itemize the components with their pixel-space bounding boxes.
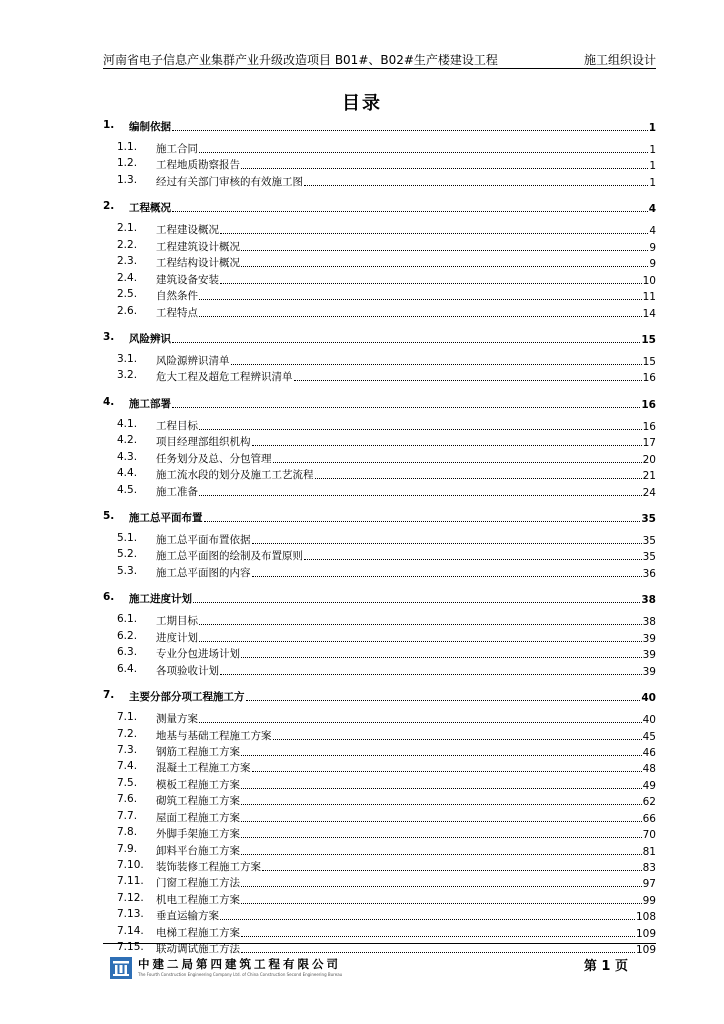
toc-number: 7.12.	[117, 891, 144, 904]
toc-page-number: 81	[642, 845, 656, 858]
toc-label: 工程目标	[156, 419, 198, 432]
toc-subsection[interactable]	[103, 793, 656, 807]
toc-label: 电梯工程施工方案	[156, 926, 240, 939]
toc-number: 2.3.	[117, 255, 138, 268]
toc-line	[156, 353, 656, 368]
toc-line	[156, 859, 656, 874]
toc-label: 专业分包进场计划	[156, 648, 240, 661]
toc-number: 3.2.	[117, 369, 138, 382]
toc-label: 门窗工程施工方法	[156, 877, 240, 890]
toc-subsection[interactable]	[103, 272, 656, 286]
toc-section[interactable]	[103, 200, 656, 214]
toc-line	[156, 174, 656, 189]
toc-page-number: 21	[642, 470, 656, 483]
toc-subsection[interactable]	[103, 875, 656, 889]
toc-line	[156, 810, 656, 825]
toc-number: 7.13.	[117, 908, 144, 921]
toc-subsection[interactable]	[103, 744, 656, 758]
toc-number: 7.7.	[117, 809, 138, 822]
toc-subsection[interactable]	[103, 305, 656, 319]
toc-leader-dots	[204, 521, 641, 522]
toc-line	[156, 728, 656, 743]
toc-leader-dots	[172, 211, 648, 212]
toc-number: 7.14.	[117, 924, 144, 937]
toc-leader-dots	[273, 739, 642, 740]
toc-leader-dots	[199, 495, 642, 496]
toc-label: 钢筋工程施工方案	[156, 745, 240, 758]
toc-line	[156, 760, 656, 775]
toc-leader-dots	[304, 185, 648, 186]
toc-line	[156, 565, 656, 580]
toc-label: 混凝土工程施工方案	[156, 762, 251, 775]
toc-page-number: 15	[641, 333, 656, 346]
toc-subsection[interactable]	[103, 434, 656, 448]
toc-number: 1.	[103, 119, 115, 131]
toc-label: 砌筑工程施工方案	[156, 795, 240, 808]
toc-line	[156, 222, 656, 237]
toc-leader-dots	[273, 462, 642, 463]
toc-line	[129, 331, 656, 346]
toc-leader-dots	[199, 722, 642, 723]
toc-subsection[interactable]	[103, 255, 656, 269]
toc-page-number: 97	[642, 878, 656, 891]
toc-line	[129, 510, 656, 525]
toc-label: 危大工程及超危工程辨识清单	[156, 371, 293, 384]
toc-number: 3.1.	[117, 352, 138, 365]
toc-leader-dots	[241, 168, 648, 169]
toc-label: 施工流水段的划分及施工工艺流程	[156, 469, 314, 482]
toc-label: 测量方案	[156, 713, 198, 726]
toc-page-number: 108	[635, 911, 656, 924]
toc-subsection[interactable]	[103, 157, 656, 171]
toc-number: 6.3.	[117, 646, 138, 659]
toc-page-number: 24	[642, 486, 656, 499]
toc-label: 卸料平台施工方案	[156, 844, 240, 857]
toc-number: 7.5.	[117, 776, 138, 789]
toc-subsection[interactable]	[103, 925, 656, 939]
footer-divider	[103, 943, 656, 944]
toc-page-number: 4	[649, 225, 656, 238]
toc-line	[156, 484, 656, 499]
toc-line	[156, 141, 656, 156]
toc-label: 工程概况	[129, 202, 171, 215]
toc-line	[156, 157, 656, 172]
toc-leader-dots	[241, 657, 642, 658]
toc-subsection[interactable]	[103, 810, 656, 824]
toc-line	[156, 451, 656, 466]
toc-subsection[interactable]	[103, 663, 656, 677]
toc-line	[156, 613, 656, 628]
toc-page-number: 16	[642, 372, 656, 385]
toc-page-number: 62	[642, 796, 656, 809]
toc-label: 外脚手架施工方案	[156, 828, 240, 841]
toc-subsection[interactable]	[103, 174, 656, 188]
toc-leader-dots	[220, 283, 642, 284]
header-doc-type: 施工组织设计	[583, 53, 656, 67]
toc-page-number: 10	[642, 274, 656, 287]
toc-section[interactable]	[103, 510, 656, 524]
toc-label: 施工合同	[156, 143, 198, 155]
toc-page-number: 38	[642, 616, 656, 629]
toc-number: 7.2.	[117, 727, 138, 740]
toc-page-number: 99	[642, 894, 656, 907]
toc-label: 模板工程施工方案	[156, 778, 240, 791]
toc-line	[129, 200, 656, 215]
toc-leader-dots	[252, 543, 642, 544]
company-logo-icon	[110, 957, 132, 979]
toc-number: 7.11.	[117, 875, 144, 888]
toc-section-gap	[103, 500, 656, 510]
toc-line	[156, 908, 656, 923]
toc-subsection[interactable]	[103, 565, 656, 579]
toc-subsection[interactable]	[103, 892, 656, 906]
toc-subsection[interactable]	[103, 288, 656, 302]
toc-number: 4.1.	[117, 417, 138, 430]
toc-page-number: 35	[642, 535, 656, 547]
toc-line	[156, 793, 656, 808]
toc-leader-dots	[315, 478, 642, 479]
toc-line	[129, 689, 656, 704]
toc-line	[156, 532, 656, 547]
toc-number: 2.	[103, 200, 115, 213]
toc-page-number: 9	[649, 258, 656, 271]
toc-number: 1.3.	[117, 173, 138, 186]
header-project-title: 河南省电子信息产业集群产业升级改造项目 B01#、B02#生产楼建设工程	[103, 53, 498, 67]
toc-subsection[interactable]	[103, 141, 656, 155]
toc-number: 2.5.	[117, 288, 138, 301]
toc-line	[156, 288, 656, 303]
toc-line	[156, 630, 656, 645]
toc-subsection[interactable]	[103, 467, 656, 481]
toc-page-number: 46	[642, 746, 656, 759]
toc-leader-dots	[193, 602, 640, 603]
toc-subsection[interactable]	[103, 646, 656, 660]
toc-number: 7.3.	[117, 743, 138, 756]
toc-section-gap	[103, 581, 656, 591]
toc-leader-dots	[241, 804, 642, 805]
footer-page-number: 第 1 页	[583, 959, 628, 974]
toc-subsection[interactable]	[103, 728, 656, 742]
toc-page-number: 39	[642, 632, 656, 645]
toc-label: 任务划分及总、分包管理	[156, 452, 272, 465]
toc-page-number: 70	[642, 829, 656, 842]
toc-leader-dots	[241, 788, 642, 789]
toc-number: 7.1.	[117, 711, 138, 724]
toc-leader-dots	[220, 674, 642, 675]
toc-line	[156, 255, 656, 270]
toc-leader-dots	[294, 380, 642, 381]
toc-label: 编制依据	[129, 121, 171, 133]
toc-number: 1.2.	[117, 157, 138, 170]
toc-number: 5.2.	[117, 548, 138, 561]
toc-line	[156, 548, 656, 563]
footer-company-name: 中建二局第四建筑工程有限公司	[138, 957, 341, 971]
toc-number: 2.2.	[117, 238, 138, 251]
toc-leader-dots	[241, 936, 635, 937]
toc-subsection[interactable]	[103, 711, 656, 725]
toc-label: 装饰装修工程施工方案	[156, 861, 261, 873]
toc-label: 自然条件	[156, 290, 198, 303]
toc-label: 地基与基础工程施工方案	[156, 729, 272, 742]
toc-label: 进度计划	[156, 631, 198, 644]
toc-subsection[interactable]	[103, 532, 656, 546]
toc-section[interactable]	[103, 119, 656, 133]
toc-label: 工程结构设计概况	[156, 257, 240, 270]
toc-subsection[interactable]	[103, 908, 656, 922]
toc-page-number: 17	[642, 437, 656, 450]
toc-number: 6.	[103, 591, 115, 604]
toc-line	[156, 305, 656, 320]
toc-section-gap	[103, 190, 656, 200]
toc-label: 建筑设备安装	[156, 273, 219, 286]
toc-page-number: 1	[649, 176, 656, 189]
toc-subsection[interactable]	[103, 859, 656, 873]
table-of-contents	[103, 119, 656, 958]
toc-label: 工程特点	[156, 306, 198, 319]
toc-number: 6.1.	[117, 613, 138, 626]
toc-line	[156, 418, 656, 433]
toc-section[interactable]	[103, 591, 656, 605]
toc-label: 施工准备	[156, 485, 198, 498]
toc-label: 施工部署	[129, 397, 171, 410]
toc-line	[156, 711, 656, 726]
toc-subsection[interactable]	[103, 418, 656, 432]
toc-leader-dots	[220, 919, 635, 920]
toc-page-number: 39	[642, 649, 656, 662]
toc-subsection[interactable]	[103, 843, 656, 857]
toc-line	[156, 467, 656, 482]
toc-page-number: 83	[642, 862, 656, 874]
toc-leader-dots	[252, 771, 642, 772]
toc-leader-dots	[252, 576, 642, 577]
toc-label: 工程建设概况	[156, 224, 219, 237]
toc-page-number: 35	[641, 513, 656, 525]
toc-page-number: 14	[642, 307, 656, 320]
toc-number: 2.4.	[117, 271, 138, 284]
toc-line	[156, 777, 656, 792]
toc-line	[156, 843, 656, 858]
toc-line	[156, 239, 656, 254]
toc-leader-dots	[241, 903, 642, 904]
toc-subsection[interactable]	[103, 222, 656, 236]
toc-leader-dots	[241, 886, 642, 887]
toc-page-number: 1	[648, 122, 656, 134]
toc-number: 3.	[103, 330, 115, 343]
toc-number: 4.5.	[117, 483, 138, 496]
toc-number: 5.1.	[117, 532, 138, 544]
toc-label: 施工总平面图的内容	[156, 566, 251, 579]
toc-page-number: 49	[642, 779, 656, 792]
toc-leader-dots	[246, 700, 641, 701]
toc-page-number: 38	[641, 594, 656, 607]
toc-label: 施工总平面图的绘制及布置原则	[156, 550, 303, 563]
toc-number: 4.2.	[117, 434, 138, 447]
toc-subsection[interactable]	[103, 369, 656, 383]
toc-line	[129, 119, 656, 134]
toc-page-number: 16	[642, 420, 656, 433]
toc-page-number: 40	[642, 714, 656, 727]
toc-section-gap	[103, 386, 656, 396]
toc-label: 屋面工程施工方案	[156, 811, 240, 824]
toc-label: 项目经理部组织机构	[156, 436, 251, 449]
toc-line	[156, 663, 656, 678]
toc-subsection[interactable]	[103, 613, 656, 627]
toc-subsection[interactable]	[103, 451, 656, 465]
toc-leader-dots	[241, 821, 642, 822]
toc-label: 垂直运输方案	[156, 910, 219, 923]
toc-leader-dots	[199, 299, 642, 300]
toc-page-number: 16	[641, 398, 656, 411]
toc-number: 7.	[103, 689, 115, 702]
toc-leader-dots	[199, 152, 648, 153]
toc-number: 7.6.	[117, 793, 138, 806]
toc-section-gap	[103, 679, 656, 689]
toc-number: 7.8.	[117, 826, 138, 839]
toc-line	[156, 646, 656, 661]
toc-label: 各项验收计划	[156, 664, 219, 677]
toc-leader-dots	[304, 559, 642, 560]
toc-label: 施工进度计划	[129, 593, 192, 606]
toc-number: 7.15.	[117, 941, 144, 954]
toc-page-number: 15	[642, 355, 656, 368]
toc-page-number: 36	[642, 567, 656, 580]
toc-subsection[interactable]	[103, 484, 656, 498]
toc-line	[156, 925, 656, 940]
toc-page-number: 66	[642, 812, 656, 825]
toc-page-number: 11	[642, 291, 656, 304]
toc-subsection[interactable]	[103, 548, 656, 562]
toc-number: 6.4.	[117, 662, 138, 675]
toc-label: 联动调试施工方法	[156, 943, 240, 956]
toc-number: 2.6.	[117, 304, 138, 317]
toc-number: 2.1.	[117, 222, 138, 235]
toc-label: 施工总平面布置	[129, 512, 203, 524]
toc-leader-dots	[199, 316, 642, 317]
toc-label: 主要分部分项工程施工方	[129, 691, 245, 704]
toc-leader-dots	[172, 342, 640, 343]
toc-line	[156, 369, 656, 384]
toc-line	[156, 875, 656, 890]
toc-page-number: 40	[641, 692, 656, 705]
toc-leader-dots	[241, 854, 642, 855]
toc-page-number: 4	[648, 203, 656, 216]
toc-line	[129, 591, 656, 606]
toc-number: 4.	[103, 395, 115, 408]
toc-page-number: 9	[649, 241, 656, 254]
toc-leader-dots	[241, 266, 648, 267]
toc-section[interactable]	[103, 331, 656, 345]
toc-number: 7.9.	[117, 842, 138, 855]
toc-number: 7.4.	[117, 760, 138, 773]
toc-page-number: 1	[649, 160, 656, 173]
toc-label: 工程建筑设计概况	[156, 240, 240, 253]
toc-subsection[interactable]	[103, 826, 656, 840]
toc-label: 经过有关部门审核的有效施工图	[156, 175, 303, 188]
toc-page-number: 109	[635, 944, 656, 957]
toc-leader-dots	[199, 624, 642, 625]
toc-line	[156, 434, 656, 449]
toc-section[interactable]	[103, 689, 656, 703]
toc-page-number: 35	[642, 551, 656, 564]
toc-leader-dots	[172, 407, 640, 408]
toc-page-number: 45	[642, 730, 656, 743]
toc-page-number: 109	[635, 927, 656, 940]
toc-number: 1.1.	[117, 141, 138, 153]
toc-line	[156, 892, 656, 907]
toc-page-number: 1	[649, 144, 656, 156]
toc-subsection[interactable]	[103, 353, 656, 367]
toc-leader-dots	[241, 250, 648, 251]
toc-number: 6.2.	[117, 629, 138, 642]
toc-label: 工期目标	[156, 615, 198, 628]
toc-subsection[interactable]	[103, 777, 656, 791]
toc-label: 风险辨识	[129, 332, 171, 345]
toc-leader-dots	[199, 429, 642, 430]
toc-label: 施工总平面布置依据	[156, 534, 251, 546]
toc-page-number: 20	[642, 453, 656, 466]
toc-page-number: 39	[642, 665, 656, 678]
toc-leader-dots	[231, 364, 642, 365]
toc-line	[156, 744, 656, 759]
toc-line	[156, 272, 656, 287]
toc-label: 机电工程施工方案	[156, 893, 240, 906]
footer-company-name-en: The Fourth Construction Engineering Company Ltd. of China Construction Second Engineering Bureau	[138, 972, 343, 977]
toc-line	[156, 826, 656, 841]
toc-label: 工程地质勘察报告	[156, 159, 240, 172]
toc-number: 4.3.	[117, 450, 138, 463]
toc-section-gap	[103, 321, 656, 331]
toc-number: 4.4.	[117, 467, 138, 480]
toc-number: 5.	[103, 510, 115, 522]
toc-subsection[interactable]	[103, 760, 656, 774]
toc-leader-dots	[262, 870, 642, 871]
toc-leader-dots	[220, 233, 648, 234]
toc-number: 7.10.	[117, 859, 144, 871]
toc-page-number: 48	[642, 763, 656, 776]
toc-number: 5.3.	[117, 564, 138, 577]
toc-label: 风险源辨识清单	[156, 354, 230, 367]
toc-leader-dots	[241, 837, 642, 838]
toc-subsection[interactable]	[103, 630, 656, 644]
page-header	[103, 48, 656, 69]
toc-leader-dots	[241, 755, 642, 756]
page-title: 目录	[342, 93, 382, 114]
toc-section[interactable]	[103, 396, 656, 410]
toc-leader-dots	[241, 952, 635, 953]
toc-subsection[interactable]	[103, 239, 656, 253]
toc-leader-dots	[172, 130, 648, 131]
toc-leader-dots	[252, 445, 642, 446]
toc-line	[129, 396, 656, 411]
toc-leader-dots	[199, 641, 642, 642]
